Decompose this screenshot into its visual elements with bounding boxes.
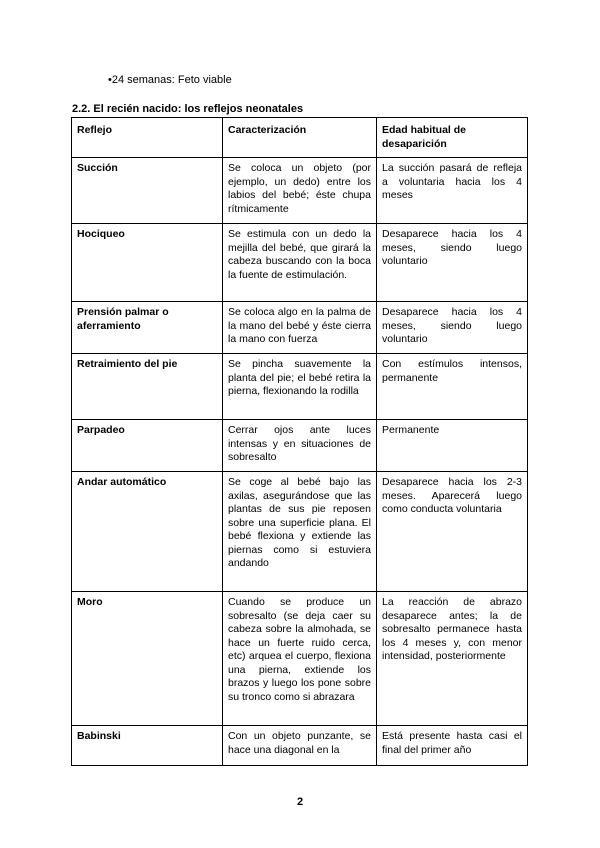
table-row xyxy=(72,302,528,354)
table-row xyxy=(72,158,528,224)
reflexes-table xyxy=(71,117,528,766)
header-reflejo: Reflejo xyxy=(72,118,223,158)
reflex-disappearance-age: La succión pasará de refleja a voluntaria hacia los 4 meses xyxy=(377,158,528,224)
table-row xyxy=(72,592,528,726)
reflex-name: Parpadeo xyxy=(72,420,223,472)
reflex-disappearance-age: Con estímulos intensos, permanente xyxy=(377,354,528,420)
reflex-name: Hociqueo xyxy=(72,224,223,302)
bullet-item: •24 semanas: Feto viable xyxy=(108,74,232,86)
reflex-disappearance-age: Desaparece hacia los 2-3 meses. Aparecerá luego como conducta voluntaria xyxy=(377,472,528,592)
table-header-row xyxy=(72,118,528,158)
reflex-name: Retraimiento del pie xyxy=(72,354,223,420)
reflex-disappearance-age: Está presente hasta casi el final del primer año xyxy=(377,726,528,766)
table-row xyxy=(72,472,528,592)
reflex-disappearance-age: Desaparece hacia los 4 meses, siendo luego voluntario xyxy=(377,224,528,302)
header-caracterizacion: Caracterización xyxy=(223,118,377,158)
reflex-description: Se coloca algo en la palma de la mano del bebé y éste cierra la mano con fuerza xyxy=(223,302,377,354)
reflex-name: Moro xyxy=(72,592,223,726)
reflex-description: Con un objeto punzante, se hace una diagonal en la xyxy=(223,726,377,766)
reflex-description: Se coloca un objeto (por ejemplo, un dedo) entre los labios del bebé; éste chupa rítmicamente xyxy=(223,158,377,224)
reflex-name: Babinski xyxy=(72,726,223,766)
table-row xyxy=(72,420,528,472)
table-row xyxy=(72,354,528,420)
reflex-disappearance-age: Permanente xyxy=(377,420,528,472)
table-row xyxy=(72,726,528,766)
reflex-name: Prensión palmar o aferramiento xyxy=(72,302,223,354)
reflex-description: Cerrar ojos ante luces intensas y en situaciones de sobresalto xyxy=(223,420,377,472)
reflex-disappearance-age: Desaparece hacia los 4 meses, siendo luego voluntario xyxy=(377,302,528,354)
header-edad-desaparicion: Edad habitual de desaparición xyxy=(377,118,528,158)
reflex-description: Se estimula con un dedo la mejilla del bebé, que girará la cabeza buscando con la boca la fuente de estimulación. xyxy=(223,224,377,302)
page-number: 2 xyxy=(296,796,304,808)
reflex-description: Cuando se produce un sobresalto (se deja caer su cabeza sobre la almohada, se hace un fuerte ruido cerca, etc) arquea el cuerpo, flexiona una pierna, extiende los brazos y luego los pone sobre su tronco como si abrazara xyxy=(223,592,377,726)
reflex-name: Andar automático xyxy=(72,472,223,592)
reflex-description: Se coge al bebé bajo las axilas, asegurándose que las plantas de sus pie reposen sobre una superficie plana. El bebé flexiona y extiende las piernas como si estuviera andando xyxy=(223,472,377,592)
section-title: 2.2. El recién nacido: los reflejos neonatales xyxy=(72,103,304,115)
reflex-disappearance-age: La reacción de abrazo desaparece antes; la de sobresalto permanece hasta los 4 meses y, con menor intensidad, posteriormente xyxy=(377,592,528,726)
reflex-name: Succión xyxy=(72,158,223,224)
reflex-description: Se pincha suavemente la planta del pie; el bebé retira la pierna, flexionando la rodilla xyxy=(223,354,377,420)
table-row xyxy=(72,224,528,302)
